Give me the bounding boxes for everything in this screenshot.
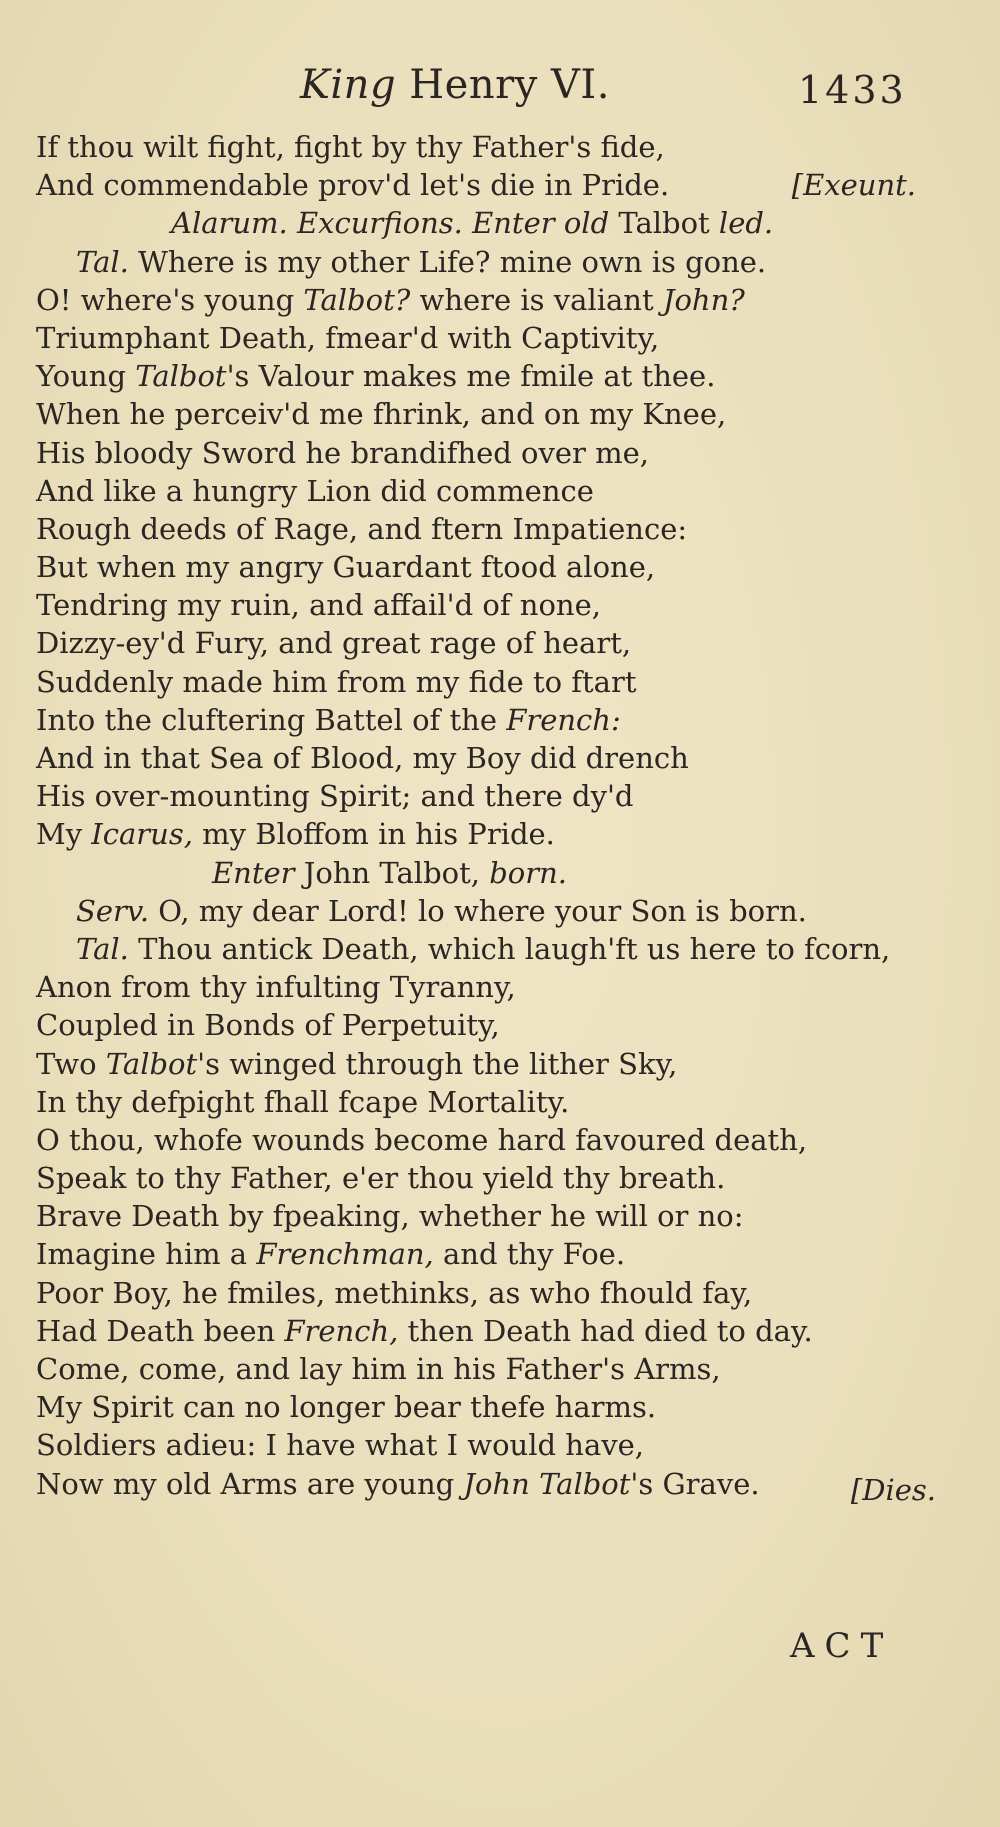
line-text: O, my dear Lord! lo where your Son is born.: [149, 893, 807, 928]
italic-name: Icarus,: [91, 817, 193, 852]
line-text: Into the cluftering Battel of the: [36, 702, 507, 737]
line-text: Where is my other Life? mine own is gone.: [128, 244, 767, 279]
line-text: Suddenly made him from my fide to ftart: [36, 664, 637, 699]
line-text: Come, come, and lay him in his Father's Arms,: [36, 1352, 721, 1386]
line-text: In thy defpight fhall fcape Mortality.: [36, 1084, 570, 1119]
verse-text: [36, 128, 976, 1507]
verse-line: [36, 1312, 976, 1350]
line-text: And like a hungry Lion did commence: [36, 473, 594, 508]
verse-line: [36, 395, 976, 433]
verse-line: [36, 472, 976, 510]
stage-direction: Alarum. Excurfions. Enter old: [171, 206, 619, 241]
line-text: Triumphant Death, fmear'd with Captivity,: [36, 320, 660, 355]
verse-line: [36, 1274, 976, 1312]
page-number: 1433: [798, 68, 907, 112]
line-text: Two: [36, 1046, 106, 1081]
italic-name: French,: [284, 1313, 399, 1348]
verse-line: [36, 166, 976, 204]
stage-direction: Enter: [212, 855, 295, 890]
speaker-name: Serv.: [76, 893, 150, 928]
verse-line: [36, 319, 976, 357]
verse-line: [36, 434, 976, 472]
line-text: my Bloffom in his Pride.: [192, 817, 555, 852]
italic-name: Talbot?: [303, 282, 411, 317]
verse-line: [36, 548, 976, 586]
verse-line: [36, 930, 976, 968]
running-title-italic: King: [300, 62, 397, 108]
line-text: 's winged through the lither Sky,: [197, 1046, 678, 1081]
line-text: Poor Boy, he fmiles, methinks, as who fhould fay,: [36, 1275, 753, 1310]
italic-name: French:: [506, 702, 621, 737]
verse-line: [36, 204, 976, 242]
verse-line: [36, 663, 976, 701]
line-text: His bloody Sword he brandifhed over me,: [36, 435, 649, 470]
line-text: and thy Foe.: [433, 1237, 626, 1272]
line-text: Had Death been: [36, 1313, 285, 1348]
verse-line: [36, 1465, 976, 1507]
verse-line: [36, 854, 976, 892]
verse-line: [36, 624, 976, 662]
italic-name: Frenchman,: [256, 1237, 434, 1272]
running-title-rest: Henry VI.: [396, 62, 610, 108]
italic-name: Talbot: [105, 1046, 198, 1081]
line-text: where is valiant: [410, 282, 663, 317]
line-text: But when my angry Guardant ftood alone,: [36, 550, 656, 585]
line-text: O thou, whofe wounds become hard favoured death,: [36, 1122, 808, 1157]
verse-line: [36, 586, 976, 624]
catchword: ACT: [790, 1626, 894, 1666]
verse-line: [36, 1159, 976, 1197]
line-text: 's Grave.: [630, 1466, 760, 1501]
line-text: And commendable prov'd let's die in Pride.: [36, 168, 670, 203]
verse-line: [36, 1235, 976, 1273]
line-text: My Spirit can no longer bear thefe harms.: [36, 1390, 657, 1425]
speaker-name: Tal.: [76, 244, 129, 279]
verse-line: [36, 243, 976, 281]
verse-line: [36, 1197, 976, 1235]
verse-line: [36, 510, 976, 548]
line-text: then Death had died to day.: [398, 1313, 813, 1348]
line-text: 's Valour makes me fmile at thee.: [226, 359, 716, 394]
line-text: O! where's young: [36, 282, 304, 317]
line-text: Dizzy-ey'd Fury, and great rage of heart,: [36, 626, 632, 661]
line-text: Anon from thy infulting Tyranny,: [36, 970, 516, 1005]
line-text: Speak to thy Father, e'er thou yield thy breath.: [36, 1161, 726, 1196]
verse-line: [36, 968, 976, 1006]
line-text: Thou antick Death, which laugh'ft us here to fcorn,: [128, 931, 891, 966]
verse-line: [36, 281, 976, 319]
verse-line: [36, 739, 976, 777]
stage-direction: led.: [709, 206, 774, 241]
verse-line: [36, 1083, 976, 1121]
line-text: Tendring my ruin, and affail'd of none,: [36, 588, 601, 623]
line-text: Soldiers adieu: I have what I would have,: [36, 1428, 645, 1463]
italic-name: Talbot: [135, 359, 227, 394]
line-text: Brave Death by fpeaking, whether he will or no:: [36, 1199, 744, 1234]
verse-line: [36, 1350, 976, 1388]
verse-line: [36, 1006, 976, 1044]
line-text: My: [36, 817, 92, 852]
stage-direction-right: [Dies.: [850, 1472, 936, 1507]
line-text: His over-mounting Spirit; and there dy'd: [36, 779, 634, 814]
verse-line: [36, 892, 976, 930]
verse-line: [36, 1388, 976, 1426]
verse-line: [36, 1426, 976, 1464]
line-text: Coupled in Bonds of Perpetuity,: [36, 1008, 500, 1043]
verse-line: [36, 815, 976, 853]
stage-direction-right: [Exeunt.: [791, 168, 916, 203]
line-text: Rough deeds of Rage, and ftern Impatience:: [36, 511, 688, 546]
italic-name: John Talbot: [463, 1466, 631, 1501]
verse-line: [36, 1121, 976, 1159]
italic-name: John?: [662, 282, 745, 317]
verse-line: [36, 701, 976, 739]
line-text: When he perceiv'd me fhrink, and on my Knee,: [36, 397, 727, 432]
running-title: [300, 62, 610, 108]
verse-line: [36, 357, 976, 395]
speaker-name: Tal.: [76, 931, 129, 966]
page-header: [0, 62, 1000, 122]
line-text: Now my old Arms are young: [36, 1466, 464, 1501]
stage-direction: John Talbot,: [294, 855, 490, 890]
verse-line: [36, 1045, 976, 1083]
stage-direction: born.: [489, 855, 567, 890]
stage-direction: Talbot: [618, 206, 710, 241]
line-text: Imagine him a: [36, 1237, 257, 1272]
line-text: And in that Sea of Blood, my Boy did drench: [36, 741, 689, 775]
verse-line: [36, 777, 976, 815]
verse-line: [36, 128, 976, 166]
line-text: Young: [36, 359, 136, 394]
line-text: If thou wilt fight, fight by thy Father's fide,: [36, 130, 665, 164]
